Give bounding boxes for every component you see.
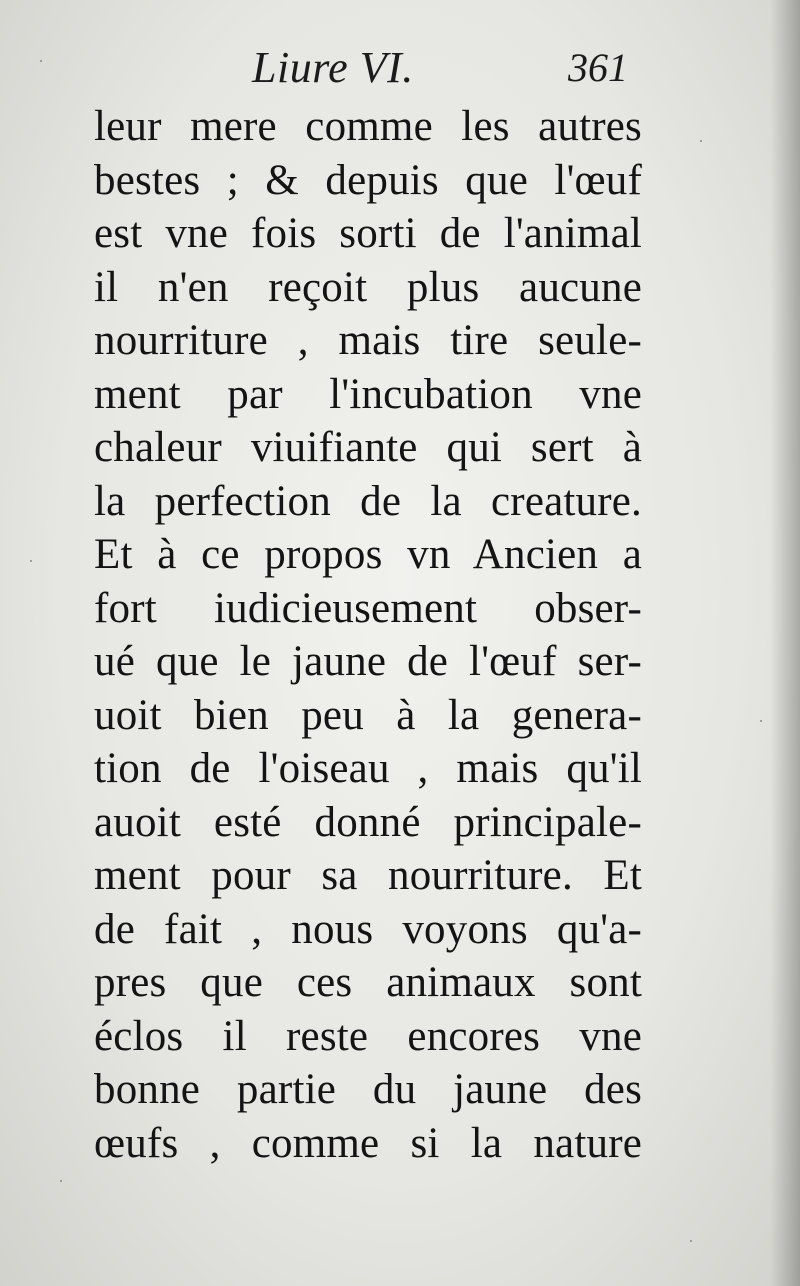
text-line: tion de l'oiseau , mais qu'il xyxy=(94,745,642,792)
text-line: Et à ce propos vn Ancien a xyxy=(94,531,642,578)
paper-speck xyxy=(60,1180,62,1182)
text-line: nourriture , mais tire seule- xyxy=(94,317,642,364)
text-line: de fait , nous voyons qu'a- xyxy=(94,905,642,953)
text-line: éclos il reste encores vne xyxy=(94,1012,642,1060)
text-line: ment par l'incubation vne xyxy=(94,370,642,418)
page-edge-shadow xyxy=(770,0,800,1286)
text-line: il n'en reçoit plus aucune xyxy=(94,263,642,311)
text-line: ué que le jaune de l'œuf ser- xyxy=(94,638,642,685)
paper-speck xyxy=(700,140,702,142)
paper-speck xyxy=(690,1240,692,1242)
text-line: bonne partie du jaune des xyxy=(94,1066,642,1113)
text-line: pres que ces animaux sont xyxy=(94,959,642,1006)
text-line: la perfection de la creature. xyxy=(94,477,642,525)
text-line: uoit bien peu à la genera- xyxy=(94,691,642,739)
page-header xyxy=(0,40,800,100)
text-line: fort iudicieusement obser- xyxy=(94,584,642,632)
text-line: bestes ; & depuis que l'œuf xyxy=(94,156,642,204)
text-line: ment pour sa nourriture. Et xyxy=(94,852,642,899)
page-number: 361 xyxy=(568,45,628,90)
text-line: auoit esté donné principale- xyxy=(94,798,642,846)
running-title: Liure VI. xyxy=(252,43,414,92)
paper-speck xyxy=(760,720,762,722)
text-line: leur mere comme les autres xyxy=(94,103,642,150)
text-line: est vne fois sorti de l'animal xyxy=(94,210,642,257)
body-text xyxy=(94,100,642,1170)
text-line: chaleur viuifiante qui sert à xyxy=(94,424,642,471)
text-line: œufs , comme si la nature xyxy=(94,1119,642,1167)
paper-speck xyxy=(30,560,32,562)
